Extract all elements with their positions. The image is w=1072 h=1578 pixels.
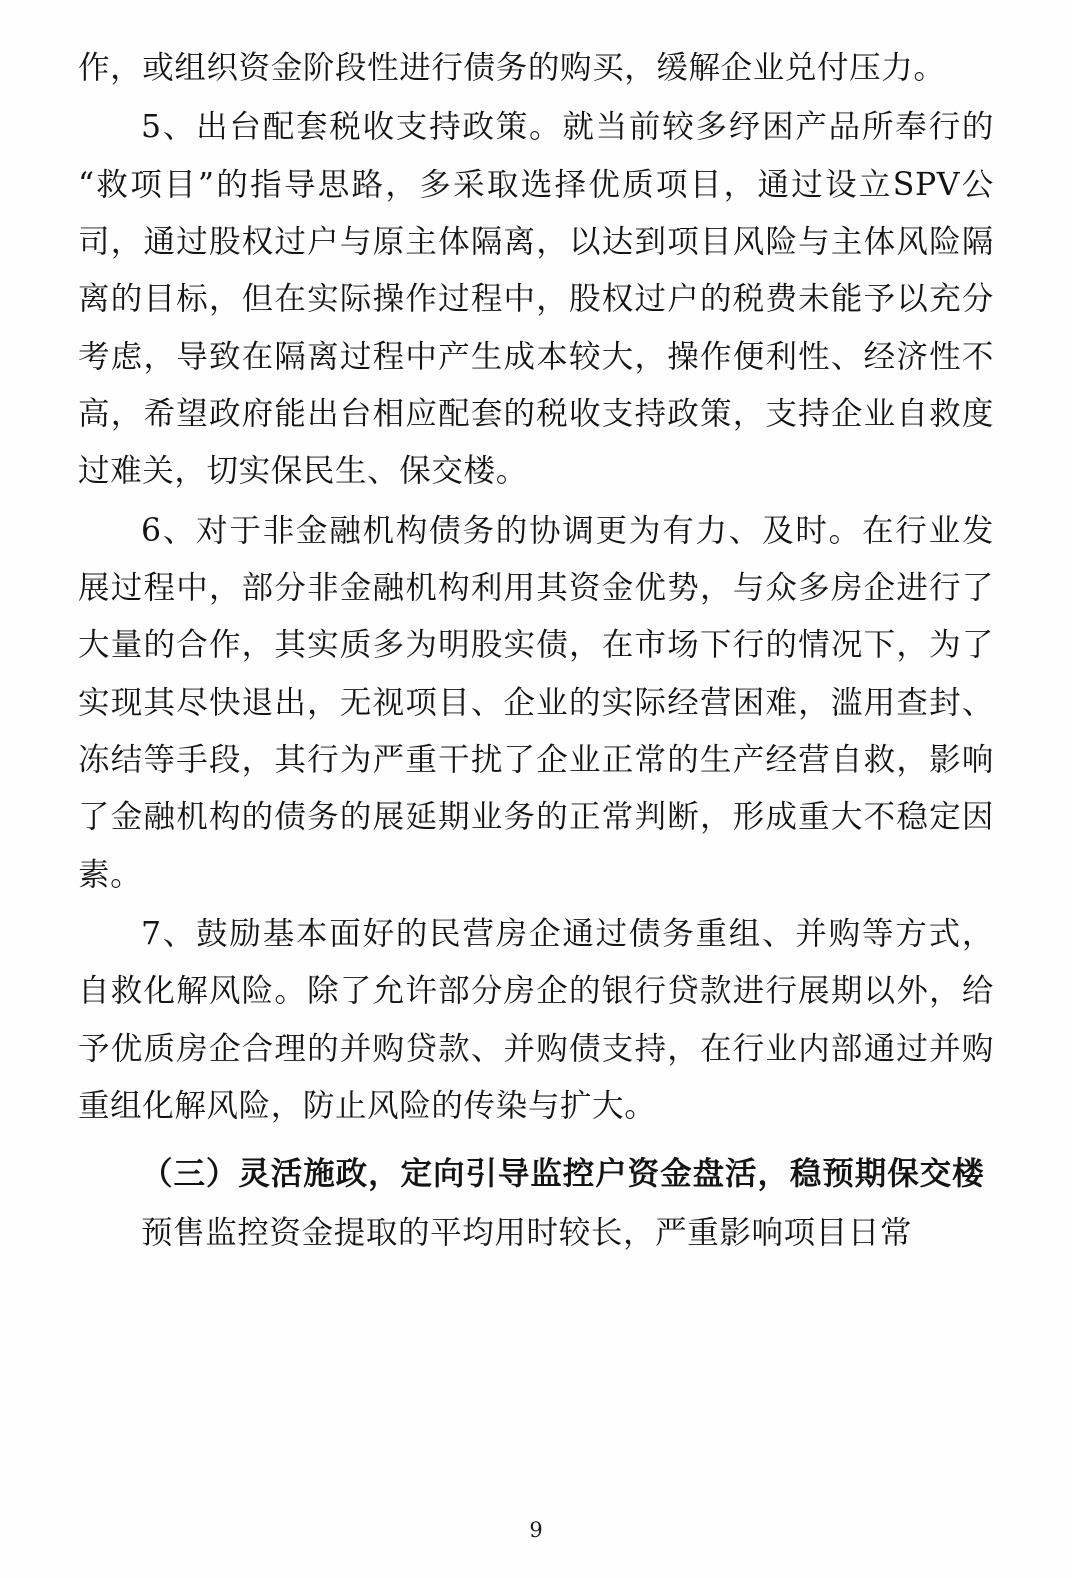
paragraph-item-5: 5、出台配套税收支持政策。就当前较多纾困产品所奉行的“救项目”的指导思路，多采取选择优质项目，通过设立SPV公司，通过股权过户与原主体隔离，以达到项目风险与主体风险隔离的目标，但在实际操作过程中，股权过户的税费未能予以充分考虑，导致在隔离过程中产生成本较大，操作便利性、经济性不高，希望政府能出台相应配套的税收支持政策，支持企业自救度过难关，切实保民生、保交楼。 — [78, 109, 994, 490]
page-number: 9 — [529, 1518, 543, 1542]
paragraph-item-7: 7、鼓励基本面好的民营房企通过债务重组、并购等方式，自救化解风险。除了允许部分房企的银行贷款进行展期以外，给予优质房企合理的并购贷款、并购债支持，在行业内部通过并购重组化解风险，防止风险的传染与扩大。 — [78, 915, 994, 1124]
document-body — [78, 40, 994, 1262]
paragraph-closing: 预售监控资金提取的平均用时较长，严重影响项目日常 — [141, 1214, 913, 1251]
paragraph-continuation-top: 作，或组织资金阶段性进行债务的购买，缓解企业兑付压力。 — [78, 50, 946, 86]
section-heading-three: （三）灵活施政，定向引导监控户资金盘活，稳预期保交楼 — [141, 1155, 985, 1193]
paragraph-item-6: 6、对于非金融机构债务的协调更为有力、及时。在行业发展过程中，部分非金融机构利用其资金优势，与众多房企进行了大量的合作，其实质多为明股实债，在市场下行的情况下，为了实现其尽快退出，无视项目、企业的实际经营困难，滥用查封、冻结等手段，其行为严重干扰了企业正常的生产经营自救，影响了金融机构的债务的展延期业务的正常判断，形成重大不稳定因素。 — [78, 512, 994, 893]
